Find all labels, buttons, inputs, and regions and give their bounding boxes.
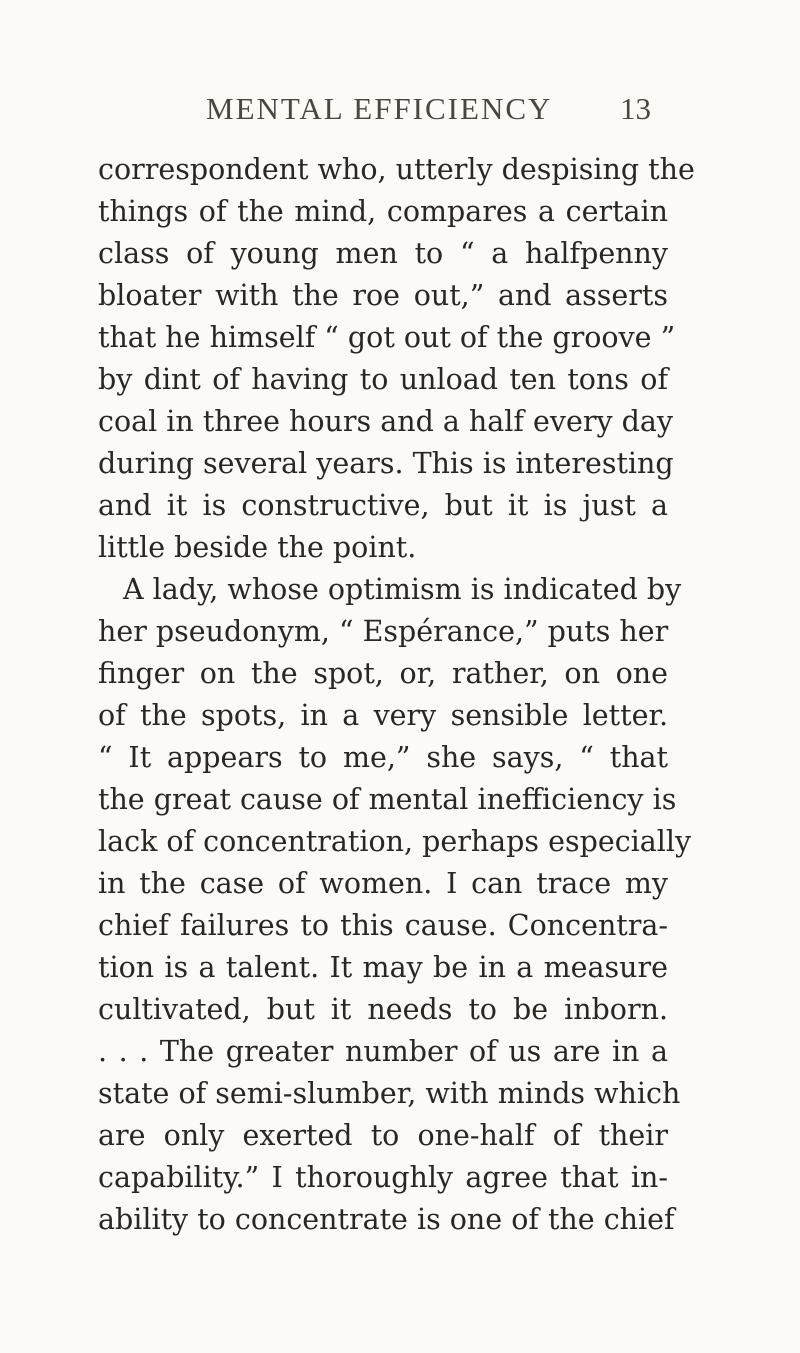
text-line: by dint of having to unload ten tons of [98, 363, 668, 396]
text-line: in the case of women. I can trace my [98, 867, 668, 900]
text-line: bloater with the roe out,” and asserts [98, 279, 668, 312]
text-line: are only exerted to one-half of their [98, 1119, 668, 1152]
text-line: tion is a talent. It may be in a measure [98, 951, 668, 984]
text-line: the great cause of mental inefficiency is [98, 783, 677, 816]
text-line: of the spots, in a very sensible letter. [98, 699, 668, 732]
text-line: ability to concentrate is one of the chief [98, 1203, 675, 1236]
text-line: little beside the point. [98, 531, 417, 564]
text-line: class of young men to “ a halfpenny [98, 237, 668, 270]
text-line: state of semi-slumber, with minds which [98, 1077, 681, 1110]
text-line: during several years. This is interesting [98, 447, 674, 480]
text-line: that he himself “ got out of the groove ” [98, 321, 676, 354]
text-line: lack of concentration, perhaps especially [98, 825, 692, 858]
text-line: coal in three hours and a half every day [98, 405, 673, 438]
text-line: A lady, whose optimism is indicated by [123, 573, 682, 606]
text-line: finger on the spot, or, rather, on one [98, 657, 668, 690]
text-line: . . . The greater number of us are in a [98, 1035, 668, 1068]
text-line: her pseudonym, “ Espérance,” puts her [98, 615, 669, 648]
page-number: 13 [620, 91, 651, 126]
text-line: and it is constructive, but it is just a [98, 489, 668, 522]
text-line: capability.” I thoroughly agree that in- [98, 1161, 668, 1194]
text-line: chief failures to this cause. Concentra- [98, 909, 668, 942]
text-line: cultivated, but it needs to be inborn. [98, 993, 668, 1026]
text-line: correspondent who, utterly despising the [98, 153, 695, 186]
text-line: things of the mind, compares a certain [98, 195, 668, 228]
running-title: MENTAL EFFICIENCY [206, 91, 553, 126]
text-line: “ It appears to me,” she says, “ that [98, 741, 668, 774]
